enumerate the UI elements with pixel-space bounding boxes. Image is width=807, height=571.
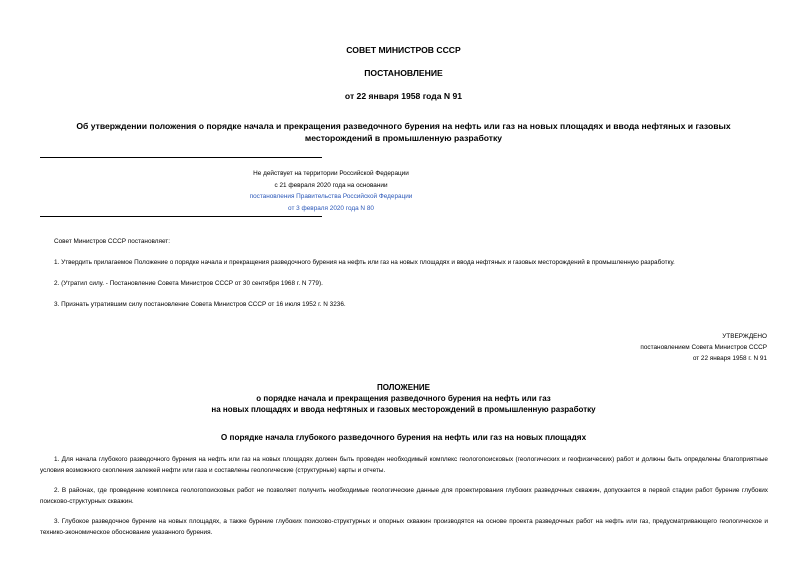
item-1: 1. Утвердить прилагаемое Положение о порядке начала и прекращения разведочного бурения на нефть или газ на новых площадях и ввода нефтяных и газовых месторождений в промышленную разработку.	[54, 259, 675, 266]
status-link-2[interactable]: от 3 февраля 2020 года N 80	[288, 204, 374, 212]
regulation-line-1: о порядке начала и прекращения разведочного бурения на нефть или газ	[256, 394, 551, 403]
doc-date-number: от 22 января 1958 года N 91	[344, 91, 463, 101]
approval-block	[640, 331, 767, 364]
doc-type-heading: ПОСТАНОВЛЕНИЕ	[364, 68, 443, 78]
intro-text: Совет Министров СССР постановляет:	[54, 238, 170, 245]
paragraph-3: 3. Глубокое разведочное бурение на новых площадях, а также бурение глубоких поисково-структурных и опорных скважин производятся на основе проекта разведочных работ на нефть или газ, предусматривающего геологическое и технико-экономическое обоснование указанного бурения.	[40, 518, 768, 536]
item-2: 2. (Утратил силу. - Постановление Совета Министров СССР от 30 сентября 1968 г. N 779).	[54, 280, 323, 287]
approval-line-1: УТВЕРЖДЕНО	[722, 333, 767, 340]
divider-top	[40, 157, 322, 158]
paragraph-1: 1. Для начала глубокого разведочного бурения на нефть или газ на новых площадях должен быть проведен необходимый комплекс геологопоисковых (геологических и геофизических) работ и должны быть определены благоприятные условия возможного скопления залежей нефти или газа и составлены геологические (структурные) карты и отчеты.	[40, 456, 768, 474]
section-heading: О порядке начала глубокого разведочного бурения на нефть или газ на новых площадях	[220, 433, 587, 442]
paragraph-2: 2. В районах, где проведение комплекса геологопоисковых работ не позволяет получить необходимые геологические данные для проектирования глубоких разведочных скважин, допускается в первой стадии работ бурение глубоких поисково-структурных скважин.	[40, 487, 768, 505]
status-line-2: с 21 февраля 2020 года на основании	[274, 181, 388, 189]
issuer-heading: СОВЕТ МИНИСТРОВ СССР	[346, 45, 461, 55]
regulation-line-2: на новых площадях и ввода нефтяных и газовых месторождений в промышленную разработку	[211, 405, 596, 414]
regulation-title: ПОЛОЖЕНИЕ	[377, 383, 430, 392]
status-block	[40, 168, 622, 214]
approval-line-3: от 22 января 1958 г. N 91	[692, 355, 767, 362]
approval-line-2: постановлением Совета Министров СССР	[640, 344, 767, 351]
divider-bottom	[40, 216, 322, 217]
status-link-1[interactable]: постановления Правительства Российской Федерации	[249, 193, 413, 200]
status-line-1: Не действует на территории Российской Федерации	[253, 170, 409, 177]
regulation-header	[0, 382, 807, 415]
doc-title: Об утверждении положения о порядке начала и прекращения разведочного бурения на нефть или газ на новых площадях и ввода нефтяных и газовых месторождений в промышленную разработку	[76, 121, 731, 143]
item-3: 3. Признать утратившим силу постановление Совета Министров СССР от 16 июля 1952 г. N 3236.	[54, 301, 346, 308]
